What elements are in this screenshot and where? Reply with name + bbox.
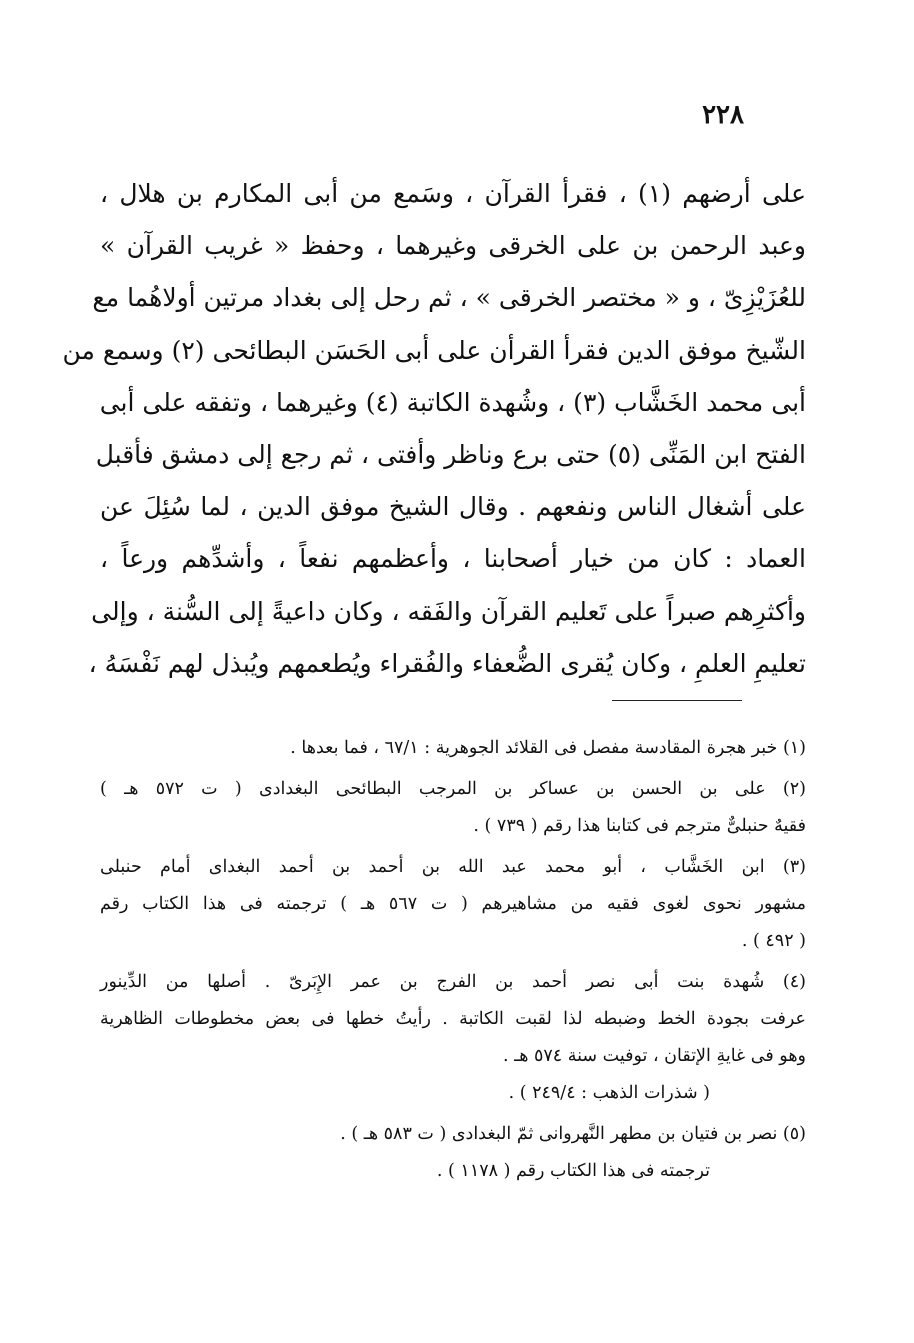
footnote-3	[100, 849, 806, 960]
footnote-line: (٥) نصر بن فتيان بن مطهر النَّهروانى ثمّ البغدادى ( ت ٥٨٣ هـ ) .	[340, 1124, 806, 1144]
footnote-line: (١) خبر هجرة المقادسة مفصل فى القلائد الجوهرية : ٦٧/١ ، فما بعدها .	[290, 738, 806, 758]
footnotes-block	[100, 730, 806, 1190]
main-text-line: تعليمِ العلمِ ، وكان يُقرى الضُّعفاء والفُقراء ويُطعمهم ويُبذل لهم نَفْسَهُ ،	[88, 648, 806, 678]
main-text-line: على أشغال الناس ونفعهم . وقال الشيخ موفق الدين ، لما سُئِلَ عن	[100, 492, 806, 522]
footnote-line: (٢) على بن الحسن بن عساكر بن المرجب البطائحى البغدادى ( ت ٥٧٢ هـ )	[100, 779, 806, 799]
main-text-line: وعبد الرحمن بن على الخرقى وغيرهما ، وحفظ « غريب القرآن »	[100, 231, 806, 261]
footnote-4	[100, 964, 806, 1112]
footnote-line: ( شذرات الذهب : ٢٤٩/٤ ) .	[508, 1083, 710, 1103]
footnote-1	[100, 730, 806, 767]
footnote-5	[100, 1116, 806, 1190]
footnote-line: وهو فى غايةِ الإتقان ، توفيت سنة ٥٧٤ هـ .	[502, 1046, 806, 1066]
main-text-line: الشّيخ موفق الدين فقرأ القرأن على أبى الحَسَن البطائحى (٢) وسمع من	[62, 335, 806, 365]
footnote-line: فقيهٌ حنبلىٌّ مترجم فى كتابنا هذا رقم ( ٧٣٩ ) .	[473, 816, 806, 836]
main-text-line: الفتح ابن المَنِّى (٥) حتى برع وناظر وأفتى ، ثم رجع إلى دمشق فأقبل	[95, 439, 806, 469]
main-text-line: أبى محمد الخَشَّاب (٣) ، وشُهدة الكاتبة (٤) وغيرهما ، وتفقه على أبى	[99, 387, 806, 417]
page-number: ٢٢٨	[702, 100, 744, 130]
footnote-line: مشهور نحوى لغوى فقيه من مشاهيرهم ( ت ٥٦٧ هـ ) ترجمته فى هذا الكتاب رقم	[100, 894, 806, 914]
main-text-line: على أرضهم (١) ، فقرأ القرآن ، وسَمع من أبى المكارم بن هلال ،	[100, 179, 806, 208]
main-text-line: للعُزَيْزِىّ ، و « مختصر الخرقى » ، ثم رحل إلى بغداد مرتين أولاهُما مع	[92, 283, 806, 313]
main-text-line: العماد : كان من خيار أصحابنا ، وأعظمهم نفعاً ، وأشدِّهم ورعاً ،	[100, 544, 806, 574]
main-text-line: وأكثرِهم صبراً على تَعليم القرآن والفَقه ، وكان داعيةً إلى السُّنة ، وإلى	[91, 596, 806, 626]
footnote-line: ( ٤٩٢ ) .	[741, 931, 806, 951]
footnote-line: (٣) ابن الخَشَّاب ، أبو محمد عبد الله بن أحمد بن أحمد البغداى أمام حنبلى	[100, 857, 806, 877]
footnote-line: (٤) شُهدة بنت أبى نصر أحمد بن الفرج بن عمر الإِبَرىّ . أصلها من الدِّينور	[100, 972, 806, 992]
main-text-block	[62, 168, 806, 690]
footnote-2	[100, 771, 806, 845]
footnote-line: عرفت بجودة الخط وضبطه لذا لقبت الكاتبة . رأيتُ خطها فى بعض مخطوطات الظاهرية	[100, 1009, 806, 1029]
footnote-separator	[612, 700, 742, 701]
footnote-line: ترجمته فى هذا الكتاب رقم ( ١١٧٨ ) .	[436, 1161, 710, 1181]
